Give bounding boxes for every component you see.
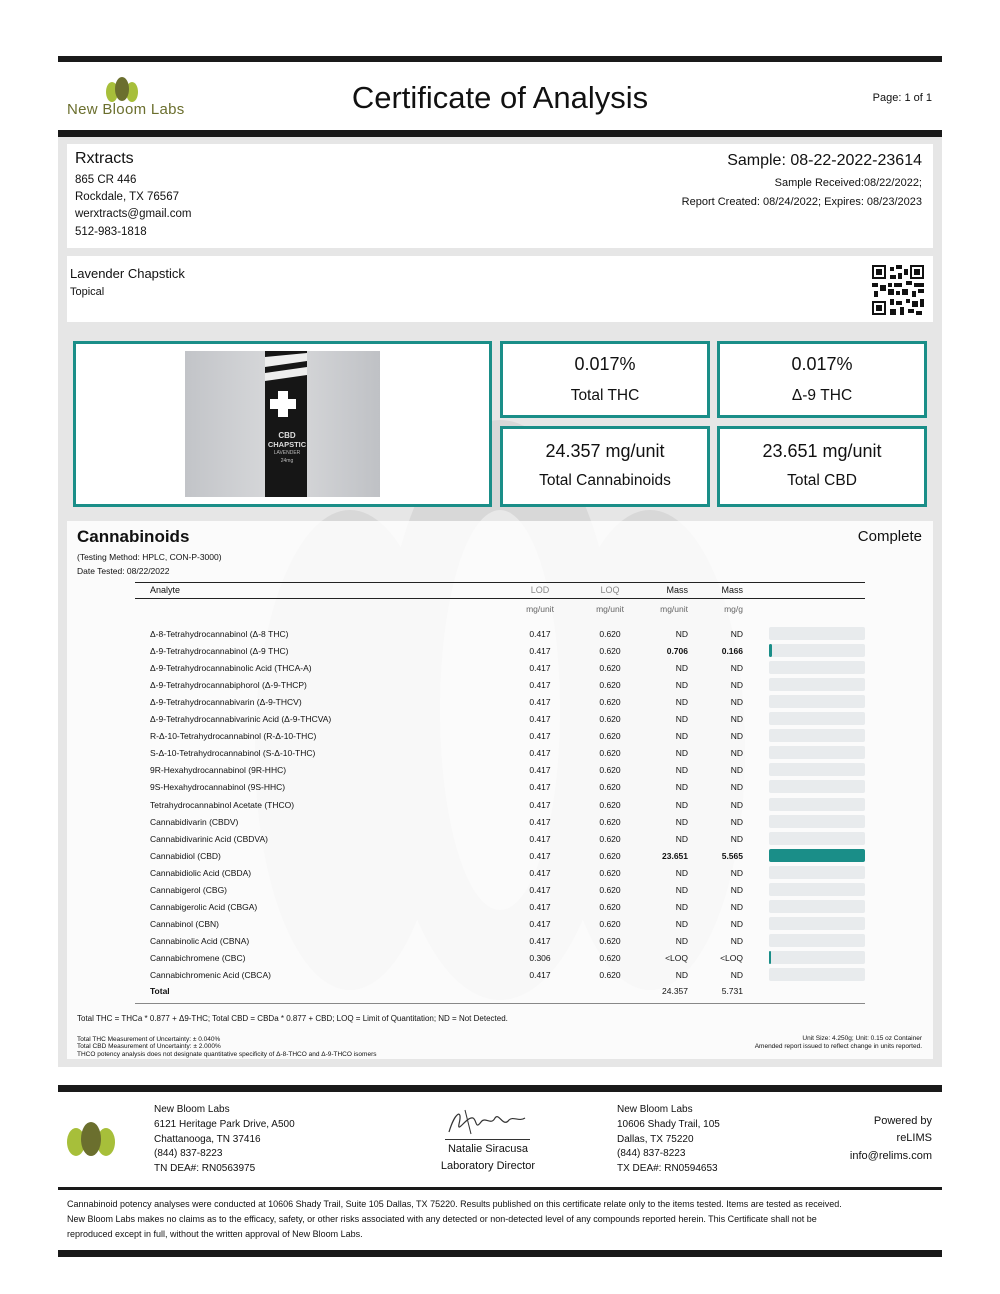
photo-label-4: 24mg <box>280 458 294 464</box>
lab1-name: New Bloom Labs <box>154 1104 230 1115</box>
lod-value: 0.417 <box>529 884 551 895</box>
photo-label-3: LAVENDER <box>273 450 301 456</box>
analyte-name: Cannabinol (CBN) <box>150 918 219 929</box>
mass-gram-value: ND <box>730 748 743 759</box>
level-bar-fill <box>769 951 771 964</box>
cbd-uncertainty: Total CBD Measurement of Uncertainty: ± 2.000% <box>77 1043 221 1050</box>
lod-value: 0.417 <box>529 970 551 980</box>
total-cbd-label: Total CBD <box>787 472 857 489</box>
loq-value: 0.620 <box>599 901 621 912</box>
analyte-name: Cannabigerolic Acid (CBGA) <box>150 901 258 912</box>
client-address-line-1: 865 CR 446 <box>75 174 137 186</box>
analyte-name: Tetrahydrocannabinol Acetate (THCO) <box>150 799 295 810</box>
mass-gram-value: ND <box>730 731 743 742</box>
analyte-name: Δ-8-Tetrahydrocannabinol (Δ-8 THC) <box>150 629 289 639</box>
mass-unit-value: <LOQ <box>665 952 688 963</box>
analyte-name: Cannabichromenic Acid (CBCA) <box>150 970 271 980</box>
table-row <box>0 628 1000 645</box>
level-bar-track <box>769 951 865 964</box>
total-thc-label: Total THC <box>570 387 640 404</box>
testing-method: (Testing Method: HPLC, CON-P-3000) <box>77 552 222 562</box>
mass-unit-value: ND <box>675 663 688 674</box>
footer-bottom-bar <box>58 1250 942 1257</box>
mass-gram-value: ND <box>730 833 743 844</box>
director-title: Laboratory Director <box>440 1160 536 1172</box>
level-bar-track <box>769 934 865 947</box>
analyte-name: 9S-Hexahydrocannabinol (9S-HHC) <box>150 782 286 793</box>
lod-value: 0.417 <box>529 680 551 691</box>
mass-unit-value: ND <box>675 629 688 639</box>
total-cbd-box <box>717 426 927 507</box>
report-dates: Report Created: 08/24/2022; Expires: 08/23/2023 <box>681 196 922 208</box>
mass-gram-value: ND <box>730 918 743 929</box>
header-bottom-bar <box>58 130 942 137</box>
lod-value: 0.417 <box>529 799 551 810</box>
sample-id: Sample: 08-22-2022-23614 <box>727 152 922 169</box>
lod-value: 0.306 <box>529 952 551 963</box>
loq-value: 0.620 <box>599 680 621 691</box>
total-mass-unit: 24.357 <box>662 986 688 996</box>
table-row <box>0 781 1000 798</box>
client-address-line-2: Rockdale, TX 76567 <box>75 191 179 203</box>
photo-label-1: CBD <box>278 431 296 440</box>
level-bar-track <box>769 695 865 708</box>
analyte-name: Cannabidivarinic Acid (CBDVA) <box>150 833 268 844</box>
loq-value: 0.620 <box>599 663 621 674</box>
mass-unit-value: ND <box>675 748 688 759</box>
photo-label-2: CHAPSTIC <box>267 440 307 449</box>
lab2-address: 10606 Shady Trail, 105 <box>617 1119 720 1130</box>
level-bar-track <box>769 849 865 862</box>
header-loq: LOQ <box>600 585 620 595</box>
product-type: Topical <box>70 286 105 298</box>
table-row <box>0 696 1000 713</box>
table-header-rule <box>135 598 865 599</box>
total-cbd-value: 23.651 mg/unit <box>762 441 882 461</box>
lab2-name: New Bloom Labs <box>617 1104 693 1115</box>
mass-gram-value: ND <box>730 935 743 946</box>
mass-unit-value: ND <box>675 935 688 946</box>
director-signature <box>445 1104 530 1140</box>
mass-gram-value: ND <box>730 970 743 980</box>
mass-unit-value: ND <box>675 680 688 691</box>
mass-unit-value: ND <box>675 799 688 810</box>
d9-thc-box <box>717 341 927 418</box>
level-bar-track <box>769 900 865 913</box>
level-bar-track <box>769 917 865 930</box>
mass-unit-value: ND <box>675 867 688 878</box>
table-row <box>0 816 1000 833</box>
total-row <box>0 985 1000 1002</box>
lod-value: 0.417 <box>529 663 551 674</box>
loq-value: 0.620 <box>599 697 621 708</box>
mass-gram-value: ND <box>730 680 743 691</box>
level-bar-track <box>769 729 865 742</box>
analyte-name: Cannabigerol (CBG) <box>150 884 228 895</box>
mass-gram-value: ND <box>730 765 743 776</box>
page-number: Page: 1 of 1 <box>872 92 932 104</box>
table-row <box>0 679 1000 696</box>
level-bar-fill <box>769 849 865 862</box>
footer-top-bar <box>58 1085 942 1092</box>
lod-value: 0.417 <box>529 816 551 827</box>
lab1-address: 6121 Heritage Park Drive, A500 <box>154 1119 295 1130</box>
analyte-name: Δ-9-Tetrahydrocannabivarinic Acid (Δ-9-THCVA) <box>150 714 332 725</box>
mass-gram-value: <LOQ <box>720 952 743 963</box>
table-row <box>0 833 1000 850</box>
mass-gram-value: ND <box>730 867 743 878</box>
lod-value: 0.417 <box>529 765 551 776</box>
loq-value: 0.620 <box>599 765 621 776</box>
level-bar-track <box>769 678 865 691</box>
client-name: Rxtracts <box>75 150 134 167</box>
loq-value: 0.620 <box>599 646 621 657</box>
lab1-city: Chattanooga, TN 37416 <box>154 1134 261 1145</box>
thc-uncertainty: Total THC Measurement of Uncertainty: ± 0.040% <box>77 1036 221 1043</box>
loq-value: 0.620 <box>599 782 621 793</box>
sample-received-date: Sample Received:08/22/2022; <box>774 177 922 189</box>
loq-value: 0.620 <box>599 952 621 963</box>
total-mass-gram: 5.731 <box>721 986 743 996</box>
disclaimer-line-2: New Bloom Labs makes no claims as to the efficacy, safety, or other risks associated with any detected or non-detected level of any compounds reported herein. This Certificate shall not be <box>67 1214 817 1224</box>
mass-unit-value: ND <box>675 816 688 827</box>
level-bar-track <box>769 968 865 981</box>
client-phone: 512-983-1818 <box>75 226 147 238</box>
header-mass-unit: Mass <box>666 585 688 595</box>
table-row <box>0 662 1000 679</box>
total-cannabinoids-box <box>500 426 710 507</box>
level-bar-track <box>769 883 865 896</box>
analyte-name: Δ-9-Tetrahydrocannabiphorol (Δ-9-THCP) <box>150 680 307 691</box>
lab1-phone: (844) 837-8223 <box>154 1148 223 1159</box>
loq-value: 0.620 <box>599 799 621 810</box>
powered-by-brand: reLIMS <box>896 1132 932 1144</box>
analyte-name: Δ-9-Tetrahydrocannabinol (Δ-9 THC) <box>150 646 289 657</box>
unit-mass-gram: mg/g <box>724 604 743 614</box>
total-label: Total <box>150 986 170 996</box>
lab2-phone: (844) 837-8223 <box>617 1148 686 1159</box>
lod-value: 0.417 <box>529 731 551 742</box>
table-row <box>0 867 1000 884</box>
total-cannabinoids-label: Total Cannabinoids <box>539 472 671 489</box>
mass-unit-value: 23.651 <box>662 850 688 861</box>
table-row <box>0 645 1000 662</box>
level-bar-track <box>769 763 865 776</box>
unit-size: Unit Size: 4.250g; Unit: 0.15 oz Container <box>802 1035 922 1042</box>
analyte-name: 9R-Hexahydrocannabinol (9R-HHC) <box>150 765 287 776</box>
loq-value: 0.620 <box>599 714 621 725</box>
unit-mass-unit: mg/unit <box>660 604 688 614</box>
section-title: Cannabinoids <box>77 527 190 546</box>
disclaimer-line-1: Cannabinoid potency analyses were conducted at 10606 Shady Trail, Suite 105 Dallas, TX 75220. Results published on this certificate relate only to the items tested. Items are tested as received. <box>67 1199 842 1209</box>
level-bar-track <box>769 627 865 640</box>
disclaimer-line-3: reproduced except in full, without the written approval of New Bloom Labs. <box>67 1229 363 1239</box>
analyte-name: Cannabidiol (CBD) <box>150 850 221 861</box>
table-row <box>0 952 1000 969</box>
table-row <box>0 918 1000 935</box>
mass-unit-value: 0.706 <box>666 646 688 657</box>
table-row <box>0 713 1000 730</box>
lab2-city: Dallas, TX 75220 <box>617 1134 694 1145</box>
mass-gram-value: ND <box>730 901 743 912</box>
mass-unit-value: ND <box>675 697 688 708</box>
lab2-dea: TX DEA#: RN0594653 <box>617 1163 718 1174</box>
mass-unit-value: ND <box>675 918 688 929</box>
mass-unit-value: ND <box>675 765 688 776</box>
level-bar-track <box>769 661 865 674</box>
mass-unit-value: ND <box>675 731 688 742</box>
level-bar-track <box>769 780 865 793</box>
loq-value: 0.620 <box>599 731 621 742</box>
product-panel <box>67 256 933 322</box>
analyte-name: R-Δ-10-Tetrahydrocannabinol (R-Δ-10-THC) <box>150 731 317 742</box>
section-status: Complete <box>857 528 922 545</box>
lod-value: 0.417 <box>529 748 551 759</box>
loq-value: 0.620 <box>599 833 621 844</box>
footer-mid-bar <box>58 1187 942 1190</box>
unit-loq: mg/unit <box>596 604 624 614</box>
loq-value: 0.620 <box>599 748 621 759</box>
mass-unit-value: ND <box>675 970 688 980</box>
level-bar-track <box>769 712 865 725</box>
header-analyte: Analyte <box>150 585 181 595</box>
table-row <box>0 884 1000 901</box>
mass-gram-value: ND <box>730 697 743 708</box>
powered-by-email[interactable]: info@relims.com <box>849 1150 932 1162</box>
calculation-footnote: Total THC = THCa * 0.877 + Δ9-THC; Total CBD = CBDa * 0.877 + CBD; LOQ = Limit of Quantitation; ND = Not Detected. <box>77 1014 508 1023</box>
table-row <box>0 969 1000 986</box>
lod-value: 0.417 <box>529 867 551 878</box>
footer-leaf-logo-icon <box>66 1120 116 1160</box>
analyte-name: Cannabidivarin (CBDV) <box>150 816 239 827</box>
mass-gram-value: ND <box>730 816 743 827</box>
mass-gram-value: ND <box>730 629 743 639</box>
level-bar-track <box>769 644 865 657</box>
loq-value: 0.620 <box>599 850 621 861</box>
analyte-name: S-Δ-10-Tetrahydrocannabinol (S-Δ-10-THC) <box>150 748 316 759</box>
mass-gram-value: ND <box>730 884 743 895</box>
qr-code-icon[interactable] <box>872 265 924 315</box>
loq-value: 0.620 <box>599 867 621 878</box>
lab1-dea: TN DEA#: RN0563975 <box>154 1163 256 1174</box>
loq-value: 0.620 <box>599 970 621 980</box>
loq-value: 0.620 <box>599 629 621 639</box>
analyte-name: Δ-9-Tetrahydrocannabivarin (Δ-9-THCV) <box>150 697 302 708</box>
lod-value: 0.417 <box>529 918 551 929</box>
client-email: werxtracts@gmail.com <box>75 208 192 220</box>
amended-note: Amended report issued to reflect change in units reported. <box>754 1043 922 1050</box>
mass-unit-value: ND <box>675 901 688 912</box>
date-tested: Date Tested: 08/22/2022 <box>77 566 170 576</box>
header-lod: LOD <box>530 585 550 595</box>
lod-value: 0.417 <box>529 901 551 912</box>
table-row <box>0 747 1000 764</box>
mass-gram-value: ND <box>730 799 743 810</box>
mass-gram-value: ND <box>730 782 743 793</box>
total-thc-box <box>500 341 710 418</box>
table-row <box>0 730 1000 747</box>
level-bar-track <box>769 746 865 759</box>
lod-value: 0.417 <box>529 714 551 725</box>
analyte-name: Cannabinolic Acid (CBNA) <box>150 935 250 946</box>
level-bar-track <box>769 866 865 879</box>
signature-line <box>445 1139 530 1140</box>
mass-unit-value: ND <box>675 884 688 895</box>
total-thc-value: 0.017% <box>574 354 636 374</box>
lod-value: 0.417 <box>529 782 551 793</box>
table-row <box>0 850 1000 867</box>
logo-text: New Bloom Labs <box>67 101 185 118</box>
d9-thc-value: 0.017% <box>791 354 853 374</box>
mass-gram-value: ND <box>730 663 743 674</box>
table-row <box>0 935 1000 952</box>
level-bar-track <box>769 798 865 811</box>
analyte-name: Δ-9-Tetrahydrocannabinolic Acid (THCA-A) <box>150 663 312 674</box>
lod-value: 0.417 <box>529 629 551 639</box>
table-row <box>0 764 1000 781</box>
level-bar-fill <box>769 644 772 657</box>
header-mass-gram: Mass <box>721 585 743 595</box>
lod-value: 0.417 <box>529 833 551 844</box>
mass-unit-value: ND <box>675 782 688 793</box>
top-bar <box>58 56 942 62</box>
level-bar-track <box>769 815 865 828</box>
analyte-name: Cannabichromene (CBC) <box>150 952 246 963</box>
total-cannabinoids-value: 24.357 mg/unit <box>545 441 665 461</box>
loq-value: 0.620 <box>599 884 621 895</box>
table-bottom-rule <box>135 1003 865 1004</box>
mass-gram-value: 5.565 <box>721 850 743 861</box>
d9-thc-label: Δ-9 THC <box>791 387 853 404</box>
loq-value: 0.620 <box>599 918 621 929</box>
lod-value: 0.417 <box>529 850 551 861</box>
thco-note: THCO potency analysis does not designate quantitative specificity of Δ-8-THCO and Δ-9-THCO isomers <box>77 1051 377 1058</box>
mass-unit-value: ND <box>675 833 688 844</box>
lod-value: 0.417 <box>529 935 551 946</box>
mass-unit-value: ND <box>675 714 688 725</box>
table-top-rule <box>135 582 865 583</box>
product-photo <box>185 351 380 497</box>
lod-value: 0.417 <box>529 646 551 657</box>
table-row <box>0 901 1000 918</box>
loq-value: 0.620 <box>599 816 621 827</box>
analyte-name: Cannabidiolic Acid (CBDA) <box>150 867 252 878</box>
table-row <box>0 799 1000 816</box>
director-name: Natalie Siracusa <box>447 1143 529 1155</box>
powered-by: Powered by <box>873 1115 932 1127</box>
unit-lod: mg/unit <box>526 604 554 614</box>
mass-gram-value: ND <box>730 714 743 725</box>
product-name: Lavender Chapstick <box>70 266 185 281</box>
loq-value: 0.620 <box>599 935 621 946</box>
page-title: Certificate of Analysis <box>351 80 649 115</box>
level-bar-track <box>769 832 865 845</box>
mass-gram-value: 0.166 <box>721 646 743 657</box>
lod-value: 0.417 <box>529 697 551 708</box>
